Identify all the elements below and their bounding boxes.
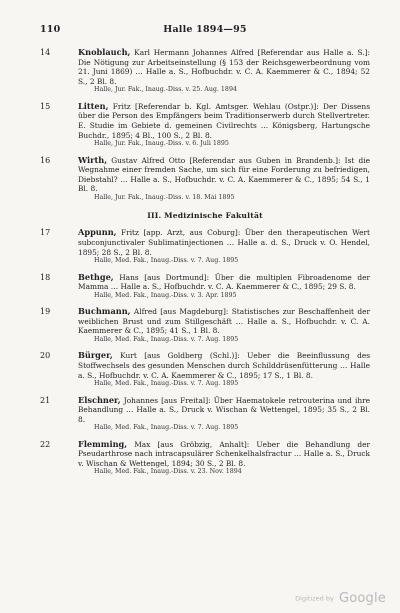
entry-faculty-note: Halle, Jur. Fak., Inaug.-Diss. v. 18. Mai 1895: [94, 193, 235, 201]
entry-number: 21: [40, 395, 51, 405]
list-item: [40, 307, 370, 344]
entry-name: Wirth,: [78, 154, 108, 165]
entry-faculty-note: Halle, Med. Fak., Inaug.-Diss. v. 7. Aug. 1895: [94, 257, 239, 265]
entry-body: Alfred [aus Magdeburg]: Statistisches zur Beschaffenheit der weiblichen Brust und zum Stillgeschäft … Halle a. S., Hofbuchdr. v. C. A. Kaemmerer & C., 1895; 41 S., 1 Bl. 8.: [78, 307, 370, 336]
entry-number: 22: [40, 439, 51, 449]
entry-list: [40, 48, 370, 484]
entry-faculty-note: Halle, Med. Fak., Inaug.-Diss. v. 7. Aug. 1895: [94, 380, 239, 388]
entry-text: [78, 396, 370, 425]
watermark-prefix: Digitized by: [295, 594, 334, 603]
list-item: [40, 48, 370, 95]
entry-text: [78, 440, 370, 469]
entry-name: Litten,: [78, 100, 109, 111]
entry-faculty-note: Halle, Med. Fak., Inaug.-Diss. v. 23. Nov. 1894: [94, 468, 242, 476]
entry-number: 18: [40, 272, 51, 282]
entry-number: 14: [40, 48, 51, 57]
list-item: [40, 396, 370, 433]
entry-faculty-note: Halle, Med. Fak., Inaug.-Diss. v. 3. Apr. 1895: [94, 291, 237, 299]
entry-body: Hans [aus Dortmund]: Über die multiplen Fibroadenome der Mamma … Halle a. S., Hofbuchdr. v. C. A. Kaemmerer & C., 1895; 29 S. 8.: [78, 272, 370, 292]
list-item: [40, 228, 370, 265]
running-title: Halle 1894—95: [163, 24, 247, 35]
entry-body: Kurt [aus Goldberg (Schl.)]: Ueber die Beeinflussung des Stoffwechsels des gesunden Menschen durch Schilddrüsenfütterung … Halle a. S., Hofbuchdr. v. C. A. Kaemmerer & C., 1895; 17 S., 1 Bl. 8.: [78, 351, 370, 380]
entry-faculty-note: Halle, Jur. Fak., Inaug.-Diss. v. 25. Aug. 1894: [94, 86, 237, 94]
entry-name: Elschner,: [78, 394, 121, 405]
entry-name: Bürger,: [78, 350, 113, 361]
digitized-watermark: [295, 588, 386, 607]
entry-name: Flemming,: [78, 438, 128, 449]
list-item: [40, 156, 370, 203]
entry-text: [78, 273, 370, 292]
entry-text: [78, 102, 370, 140]
entry-text: [78, 228, 370, 257]
entry-text: [78, 307, 370, 336]
entry-number: 15: [40, 101, 51, 111]
entry-faculty-note: Halle, Med. Fak., Inaug.-Diss. v. 7. Aug. 1895: [94, 424, 239, 432]
entry-body: Fritz [Referendar b. Kgl. Amtsger. Wehlau (Ostpr.)]: Der Dissens über die Person des Empfängers beim Traditionserwerb durch Stellvertreter. E. Studie im Gebiete d. gemeinen Civilrechts … Königsberg, Hartungsche Buchdr., 1895; 4 Bl., 100 S., 2 Bl. 8.: [78, 101, 370, 140]
section-heading: III. Medizinische Fakultät: [147, 211, 263, 221]
entry-text: [78, 48, 370, 86]
entry-name: Appunn,: [78, 227, 117, 238]
entry-text: [78, 156, 370, 194]
google-logo: Google: [338, 591, 386, 606]
entry-number: 17: [40, 228, 51, 238]
entry-name: Buchmann,: [78, 306, 131, 317]
entry-faculty-note: Halle, Jur. Fak., Inaug.-Diss. v. 6. Juli 1895: [94, 140, 229, 148]
page-number: 110: [40, 24, 61, 35]
entry-body: Max [aus Gröbzig, Anhalt]: Ueber die Behandlung der Pseudarthrose nach intracapsulärer Schenkelhalsfractur … Halle a. S., Druck v. Wischan & Wettengel, 1894; 30 S., 2 Bl. 8.: [78, 439, 370, 468]
list-item: [40, 351, 370, 388]
entry-name: Bethge,: [78, 271, 114, 282]
entry-text: [78, 351, 370, 380]
list-item: [40, 102, 370, 149]
entry-body: Karl Hermann Johannes Alfred [Referendar aus Halle a. S.]: Die Nötigung zur Arbeitseinstellung (§ 153 der Reichsgewerbeordnung vom 21. Juni 1869) … Halle a. S., Hofbuchdr. v. C. A. Kaemmerer & C., 1894; 52 S., 2 Bl. 8.: [78, 48, 370, 86]
entry-faculty-note: Halle, Med. Fak., Inaug.-Diss. v. 7. Aug. 1895: [94, 335, 239, 343]
entry-body: Gustav Alfred Otto [Referendar aus Guben in Brandenb.]: Ist die Wegnahme einer fremden Sache, um sich für eine Forderung zu befriedigen, Diebstahl? … Halle a. S., Hofbuchdr. v. C. A. Kaemmerer & C., 1895; 54 S., 1 Bl. 8.: [78, 155, 370, 194]
entry-number: 20: [40, 351, 51, 361]
entry-body: Fritz [app. Arzt, aus Coburg]: Über den therapeutischen Wert subconjunctivaler Sublimatinjectionen … Halle a. d. S., Druck v. O. Hendel, 1895; 28 S., 2 Bl. 8.: [78, 228, 370, 257]
entry-name: Knoblauch,: [78, 47, 131, 57]
entry-number: 19: [40, 307, 51, 317]
list-item: [40, 273, 370, 301]
list-item: [40, 440, 370, 477]
entry-number: 16: [40, 155, 51, 165]
entry-body: Johannes [aus Freital]: Über Haematokele retrouterina und ihre Behandlung … Halle a. S., Druck v. Wischan & Wettengel, 1895; 35 S., 2 Bl. 8.: [78, 395, 370, 424]
